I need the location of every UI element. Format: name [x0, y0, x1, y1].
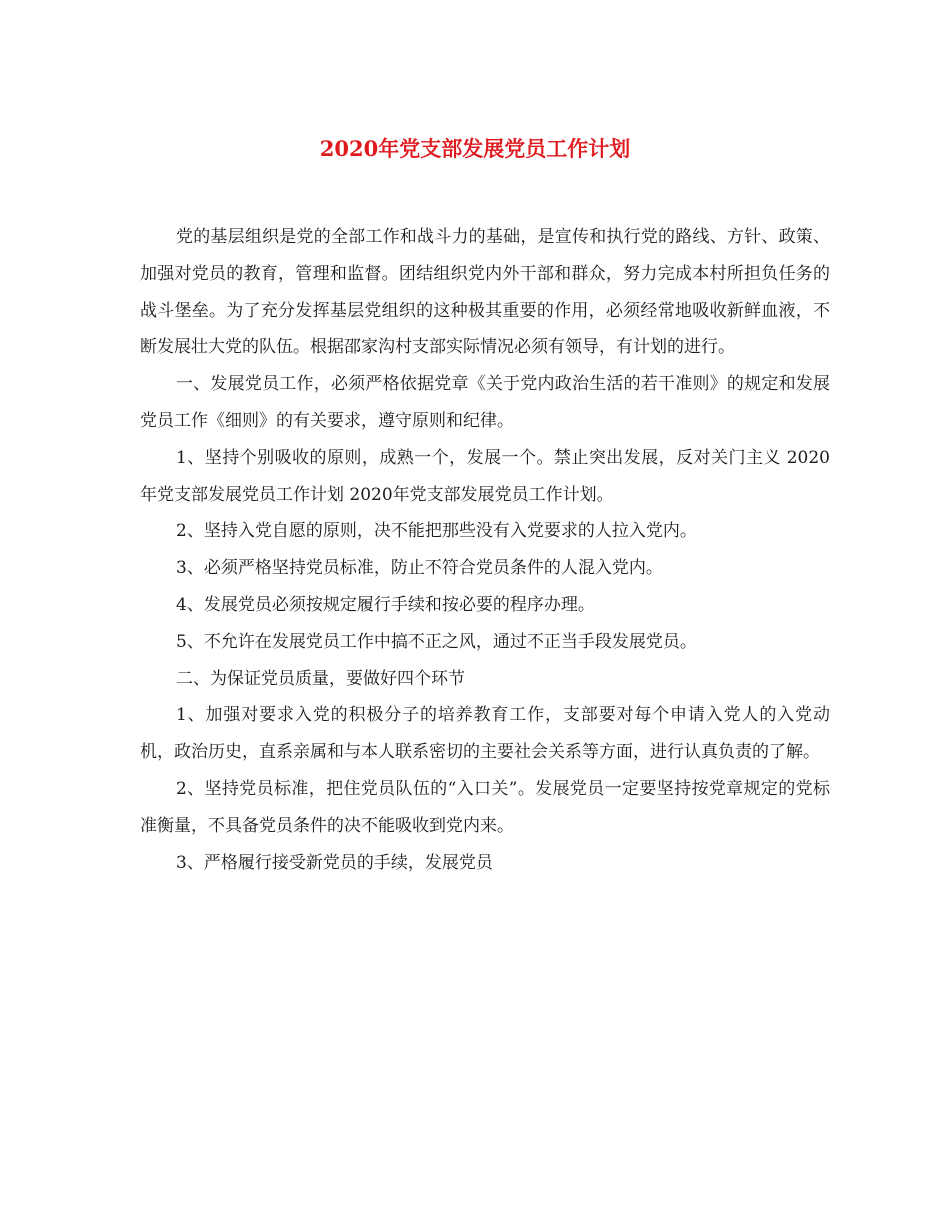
paragraph-item-1-1: 1、坚持个别吸收的原则，成熟一个，发展一个。禁止突出发展，反对关门主义 2020年党支部发展党员工作计划 2020年党支部发展党员工作计划。: [140, 447, 830, 505]
document-body: [140, 219, 830, 881]
paragraph-item-1-2: 2、坚持入党自愿的原则，决不能把那些没有入党要求的人拉入党内。: [176, 521, 697, 542]
paragraph-item-2-3: 3、严格履行接受新党员的手续，发展党员: [176, 852, 493, 873]
paragraph-item-1-5: 5、不允许在发展党员工作中搞不正之风，通过不正当手段发展党员。: [176, 631, 697, 652]
document-title: 2020年党支部发展党员工作计划: [319, 136, 631, 161]
paragraph-item-2-1: 1、加强对要求入党的积极分子的培养教育工作，支部要对每个申请入党人的入党动机，政治历史，直系亲属和与本人联系密切的主要社会关系等方面，进行认真负责的了解。: [140, 705, 830, 763]
paragraph-item-1-4: 4、发展党员必须按规定履行手续和按必要的程序办理。: [176, 594, 595, 615]
paragraph-intro: 党的基层组织是党的全部工作和战斗力的基础，是宣传和执行党的路线、方针、政策、加强对党员的教育，管理和监督。团结组织党内外干部和群众，努力完成本村所担负任务的战斗堡垒。为了充分发挥基层党组织的这种极其重要的作用，必须经常地吸收新鲜血液，不断发展壮大党的队伍。根据邵家沟村支部实际情况必须有领导，有计划的进行。: [140, 227, 830, 358]
paragraph-section-1: 一、发展党员工作，必须严格依据党章《关于党内政治生活的若干准则》的规定和发展党员工作《细则》的有关要求，遵守原则和纪律。: [140, 374, 830, 431]
paragraph-item-2-2: 2、坚持党员标准，把住党员队伍的“入口关”。发展党员一定要坚持按党章规定的党标准衡量，不具备党员条件的决不能吸收到党内来。: [140, 778, 830, 836]
paragraph-section-2: 二、为保证党员质量，要做好四个环节: [176, 668, 465, 689]
paragraph-item-1-3: 3、必须严格坚持党员标准，防止不符合党员条件的人混入党内。: [176, 558, 663, 579]
